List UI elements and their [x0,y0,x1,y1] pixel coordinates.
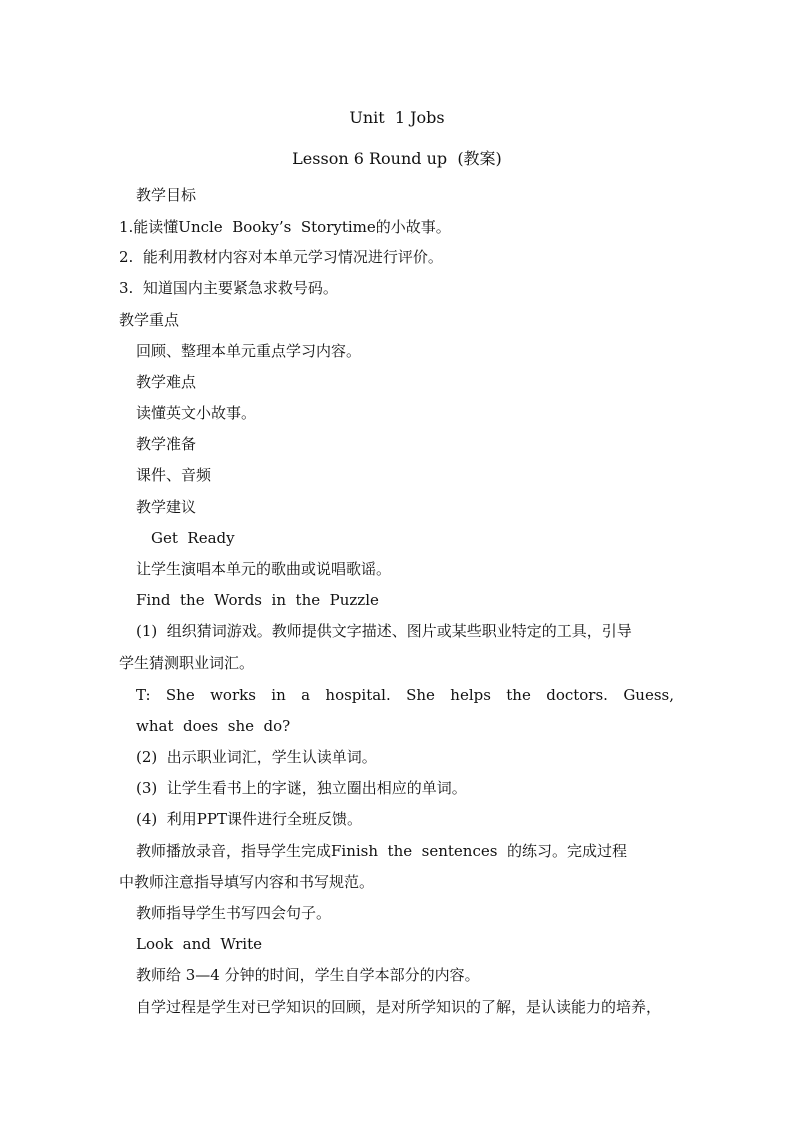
objective-1: 1.能读懂Uncle Booky’s Storytime的小故事。 [119,218,451,236]
objective-3: 3. 知道国内主要紧急求救号码。 [119,279,338,297]
step-4-text: (4) 利用PPT课件进行全班反馈。 [136,810,362,828]
section-heading-difficulties: 教学难点 [136,373,197,391]
writing-guidance-text: 教师指导学生书写四会句子。 [136,904,332,922]
step-3-text: (3) 让学生看书上的字谜，独立圈出相应的单词。 [136,779,467,797]
section-heading-suggestions: 教学建议 [136,498,197,516]
subheading-look-write: Look and Write [136,935,263,953]
teacher-example-line-1: T: She works in a hospital. She helps the doctors. Guess, [136,686,674,704]
subheading-get-ready: Get Ready [151,529,235,547]
difficulties-text: 读懂英文小故事。 [136,404,257,422]
subheading-find-words: Find the Words in the Puzzle [136,591,379,609]
get-ready-text: 让学生演唱本单元的歌曲或说唱歌谣。 [136,560,392,578]
key-points-text: 回顾、整理本单元重点学习内容。 [136,342,362,360]
section-heading-preparation: 教学准备 [136,435,197,453]
section-heading-objectives: 教学目标 [136,186,197,204]
self-study-text: 教师给 3—4 分钟的时间，学生自学本部分的内容。 [136,966,480,984]
recording-text-continued: 中教师注意指导填写内容和书写规范。 [119,873,375,891]
lesson-title: Lesson 6 Round up (教案) [292,149,502,168]
teacher-example-line-2: what does she do? [136,717,291,735]
step-1-text: (1) 组织猜词游戏。教师提供文字描述、图片或某些职业特定的工具，引导 [136,622,632,640]
recording-text: 教师播放录音，指导学生完成Finish the sentences 的练习。完成过程 [136,842,627,860]
step-1-continued: 学生猜测职业词汇。 [119,654,255,672]
objective-2: 2. 能利用教材内容对本单元学习情况进行评价。 [119,248,443,266]
preparation-text: 课件、音频 [136,466,212,484]
unit-title: Unit 1 Jobs [349,108,445,127]
step-2-text: (2) 出示职业词汇，学生认读单词。 [136,748,377,766]
section-heading-key-points: 教学重点 [119,311,180,329]
self-study-description: 自学过程是学生对已学知识的回顾，是对所学知识的了解，是认读能力的培养， [136,998,662,1016]
